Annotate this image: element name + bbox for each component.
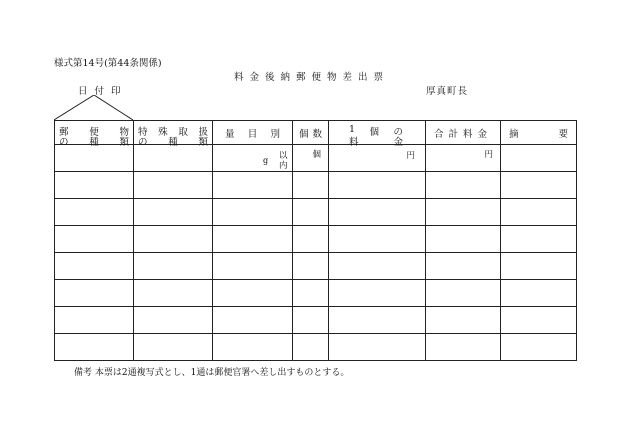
cell-total-price[interactable]	[426, 172, 501, 199]
weight-unit: g	[263, 156, 269, 165]
cell-special-handling[interactable]	[134, 145, 213, 172]
cell-special-handling[interactable]	[134, 280, 213, 307]
cell-remarks[interactable]	[501, 199, 577, 226]
weight-within-1: 以	[279, 151, 288, 161]
cell-count[interactable]	[293, 199, 329, 226]
cell-remarks[interactable]	[501, 307, 577, 334]
cell-remarks[interactable]	[501, 145, 577, 172]
header-total-price: 合計料金	[426, 121, 501, 145]
cell-weight-class[interactable]	[213, 280, 293, 307]
cell-mail-type[interactable]	[55, 145, 134, 172]
weight-within-2: 内	[279, 161, 288, 171]
cell-unit-price[interactable]	[329, 253, 426, 280]
cell-weight-class[interactable]	[213, 334, 293, 361]
header-remarks: 摘 要	[501, 121, 577, 145]
cell-total-price[interactable]	[426, 226, 501, 253]
date-stamp-label: 日付印	[78, 86, 128, 97]
table-header-row	[55, 121, 577, 145]
cell-special-handling[interactable]	[134, 334, 213, 361]
count-unit: 個	[312, 150, 321, 160]
form-title: 料金後納郵便物差出票	[234, 72, 390, 83]
cell-mail-type[interactable]	[55, 172, 134, 199]
cell-count[interactable]	[293, 145, 329, 172]
cell-count[interactable]	[293, 280, 329, 307]
cell-mail-type[interactable]	[55, 199, 134, 226]
cell-remarks[interactable]	[501, 253, 577, 280]
table-row	[55, 226, 577, 253]
cell-special-handling[interactable]	[134, 172, 213, 199]
total-unit: 円	[484, 150, 493, 160]
cell-mail-type[interactable]	[55, 307, 134, 334]
form-number-label: 様式第14号(第44条関係)	[54, 58, 162, 69]
cell-weight-class[interactable]	[213, 307, 293, 334]
date-stamp-triangle	[54, 95, 134, 121]
cell-total-price[interactable]	[426, 307, 501, 334]
cell-total-price[interactable]	[426, 199, 501, 226]
cell-unit-price[interactable]	[329, 226, 426, 253]
remarks-footnote: 備考 本票は2通複写式とし、1通は郵便官署へ差し出すものとする。	[74, 368, 350, 378]
cell-unit-price[interactable]	[329, 334, 426, 361]
cell-count[interactable]	[293, 253, 329, 280]
cell-special-handling[interactable]	[134, 226, 213, 253]
cell-mail-type[interactable]	[55, 253, 134, 280]
header-mail-type: 郵 便 物 の 種 類	[55, 121, 134, 145]
cell-remarks[interactable]	[501, 334, 577, 361]
cell-weight-class[interactable]	[213, 199, 293, 226]
header-count: 個 数	[293, 121, 329, 145]
cell-weight-class[interactable]	[213, 253, 293, 280]
cell-unit-price[interactable]	[329, 145, 426, 172]
cell-weight-class[interactable]	[213, 226, 293, 253]
addressee-label: 厚真町長	[426, 86, 469, 97]
table-row	[55, 253, 577, 280]
table-row	[55, 145, 577, 172]
cell-remarks[interactable]	[501, 226, 577, 253]
table-row	[55, 307, 577, 334]
cell-weight-class[interactable]	[213, 172, 293, 199]
cell-special-handling[interactable]	[134, 199, 213, 226]
cell-total-price[interactable]	[426, 253, 501, 280]
header-special-handling: 特 殊 取 扱 の 種 類	[134, 121, 213, 145]
cell-unit-price[interactable]	[329, 280, 426, 307]
cell-total-price[interactable]	[426, 334, 501, 361]
cell-unit-price[interactable]	[329, 172, 426, 199]
cell-unit-price[interactable]	[329, 307, 426, 334]
mail-items-table	[54, 120, 577, 361]
table-row	[55, 199, 577, 226]
cell-count[interactable]	[293, 172, 329, 199]
cell-special-handling[interactable]	[134, 307, 213, 334]
cell-count[interactable]	[293, 226, 329, 253]
table-row	[55, 172, 577, 199]
cell-unit-price[interactable]	[329, 199, 426, 226]
header-unit-price: 1 個 の 料 金	[329, 121, 426, 145]
cell-count[interactable]	[293, 334, 329, 361]
cell-total-price[interactable]	[426, 145, 501, 172]
cell-remarks[interactable]	[501, 172, 577, 199]
cell-mail-type[interactable]	[55, 334, 134, 361]
cell-special-handling[interactable]	[134, 253, 213, 280]
cell-weight-class[interactable]	[213, 145, 293, 172]
cell-count[interactable]	[293, 307, 329, 334]
table-row	[55, 334, 577, 361]
cell-remarks[interactable]	[501, 280, 577, 307]
price-unit: 円	[406, 151, 415, 161]
cell-total-price[interactable]	[426, 280, 501, 307]
cell-mail-type[interactable]	[55, 280, 134, 307]
table-row	[55, 280, 577, 307]
header-weight-class: 量 目 別	[213, 121, 293, 145]
cell-mail-type[interactable]	[55, 226, 134, 253]
